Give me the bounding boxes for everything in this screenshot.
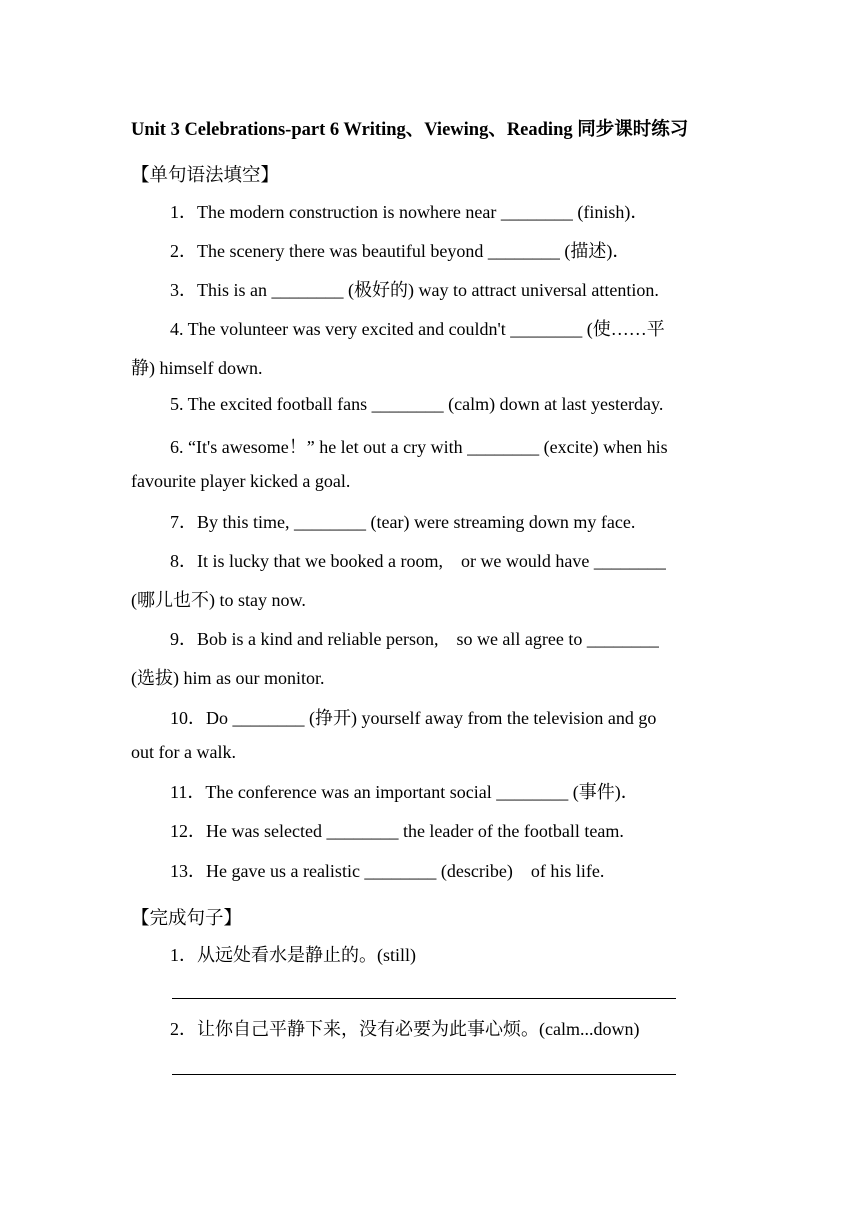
exercise-line: 3．This is an ________ (极好的) way to attract universal attention. — [170, 280, 659, 300]
translation-item: 2．让你自己平静下来，没有必要为此事心烦。(calm...down) — [170, 1019, 640, 1039]
exercise-line: 12．He was selected ________ the leader of the football team. — [170, 821, 624, 841]
section-heading-complete-sentences: 【完成句子】 — [131, 909, 243, 929]
answer-blank-line[interactable] — [172, 998, 676, 999]
exercise-line-continued: (选拔) him as our monitor. — [131, 668, 325, 688]
exercise-line: 7．By this time, ________ (tear) were streaming down my face. — [170, 512, 636, 532]
exercise-line-continued: (哪儿也不) to stay now. — [131, 590, 306, 610]
exercise-line-continued: out for a walk. — [131, 742, 236, 762]
exercise-line: 9．Bob is a kind and reliable person, so we all agree to ________ — [170, 629, 659, 649]
exercise-line: 4. The volunteer was very excited and couldn't ________ (使……平 — [170, 319, 665, 339]
answer-blank-line[interactable] — [172, 1074, 676, 1075]
exercise-line-continued: favourite player kicked a goal. — [131, 471, 351, 491]
exercise-line: 11．The conference was an important social ________ (事件)． — [170, 782, 639, 802]
exercise-line: 5. The excited football fans ________ (calm) down at last yesterday. — [170, 394, 664, 414]
exercise-line: 13．He gave us a realistic ________ (describe) of his life. — [170, 861, 605, 881]
section-heading-grammar: 【单句语法填空】 — [131, 166, 280, 186]
exercise-line-continued: 静) himself down. — [131, 358, 263, 378]
exercise-line: 1．The modern construction is nowhere near ________ (finish)． — [170, 202, 649, 222]
exercise-line: 2．The scenery there was beautiful beyond ________ (描述)． — [170, 241, 631, 261]
exercise-line: 6. “It's awesome！” he let out a cry with ________ (excite) when his — [170, 437, 668, 457]
page-title: Unit 3 Celebrations-part 6 Writing、Viewing、Reading 同步课时练习 — [131, 120, 689, 140]
translation-item: 1．从远处看水是静止的。(still) — [170, 945, 416, 965]
exercise-line: 10．Do ________ (挣开) yourself away from the television and go — [170, 708, 657, 728]
exercise-line: 8．It is lucky that we booked a room, or we would have ________ — [170, 551, 666, 571]
